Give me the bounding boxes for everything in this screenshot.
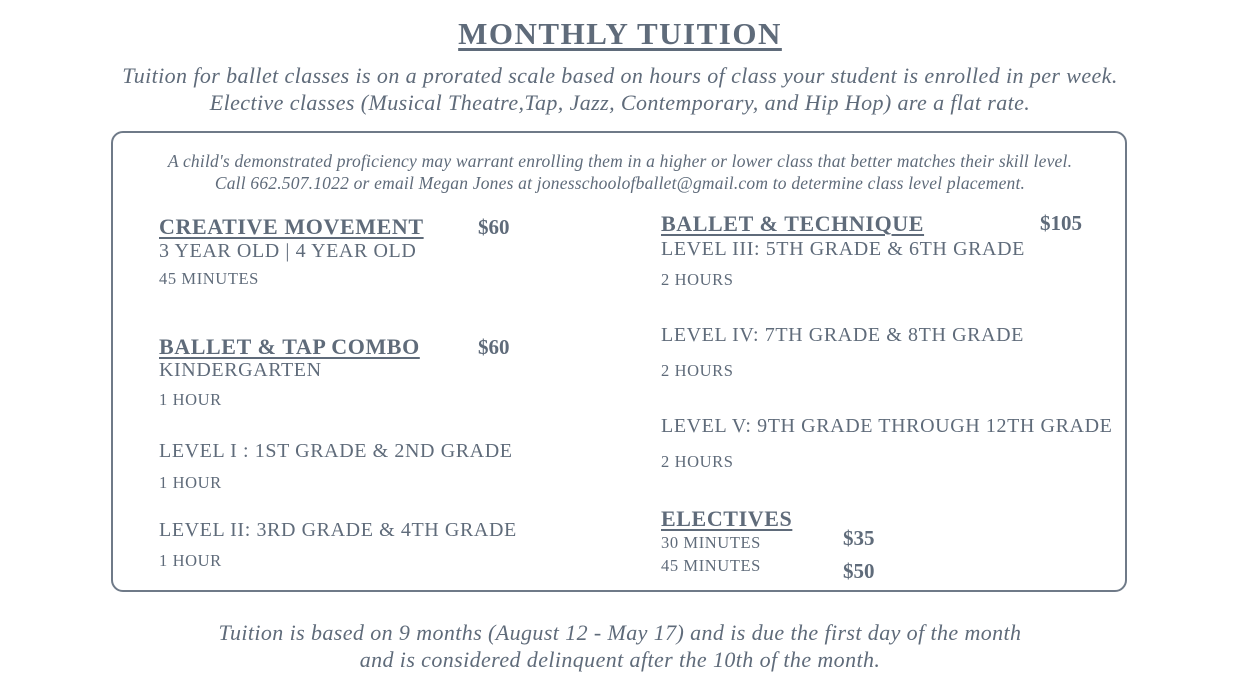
level-3-duration: 2 HOURS <box>661 270 734 289</box>
creative-movement-price: $60 <box>478 215 510 239</box>
page-title: MONTHLY TUITION <box>458 16 782 51</box>
creative-movement-duration: 45 MINUTES <box>159 269 259 288</box>
placement-note-line-1: A child's demonstrated proficiency may warrant enrolling them in a higher or lower class that better matches their skill level. <box>167 151 1073 171</box>
footer-line-2: and is considered delinquent after the 10th of the month. <box>359 647 881 672</box>
ballet-tap-duration: 1 HOUR <box>159 390 222 409</box>
level-3-label: LEVEL III: 5TH GRADE & 6TH GRADE <box>661 238 1025 260</box>
placement-note-line-2: Call 662.507.1022 or email Megan Jones at jonesschoolofballet@gmail.com to determine class level placement. <box>214 173 1026 193</box>
level-1-duration: 1 HOUR <box>159 473 222 492</box>
creative-movement-heading: CREATIVE MOVEMENT <box>159 214 424 239</box>
level-5-label: LEVEL V: 9TH GRADE THROUGH 12TH GRADE <box>661 415 1113 437</box>
ballet-tap-price: $60 <box>478 335 510 359</box>
elective-duration-30: 30 MINUTES <box>661 533 761 552</box>
ballet-tap-heading: BALLET & TAP COMBO <box>159 334 420 359</box>
intro-line-2: Elective classes (Musical Theatre,Tap, Jazz, Contemporary, and Hip Hop) are a flat rate. <box>209 90 1031 115</box>
intro-line-1: Tuition for ballet classes is on a prorated scale based on hours of class your student is enrolled in per week. <box>122 63 1118 88</box>
level-1-label: LEVEL I : 1ST GRADE & 2ND GRADE <box>159 440 513 462</box>
ballet-tap-level: KINDERGARTEN <box>159 359 322 381</box>
level-2-duration: 1 HOUR <box>159 551 222 570</box>
level-5-duration: 2 HOURS <box>661 452 734 471</box>
creative-movement-level: 3 YEAR OLD | 4 YEAR OLD <box>159 240 417 262</box>
electives-heading: ELECTIVES <box>661 506 793 531</box>
ballet-technique-heading: BALLET & TECHNIQUE <box>661 211 925 236</box>
ballet-technique-price: $105 <box>1040 211 1082 235</box>
elective-duration-45: 45 MINUTES <box>661 556 761 575</box>
elective-price-45: $50 <box>843 559 875 583</box>
level-4-label: LEVEL IV: 7TH GRADE & 8TH GRADE <box>661 324 1024 346</box>
level-2-label: LEVEL II: 3RD GRADE & 4TH GRADE <box>159 519 517 541</box>
level-4-duration: 2 HOURS <box>661 361 734 380</box>
elective-price-30: $35 <box>843 526 875 550</box>
footer-line-1: Tuition is based on 9 months (August 12 - May 17) and is due the first day of the month <box>218 620 1022 645</box>
